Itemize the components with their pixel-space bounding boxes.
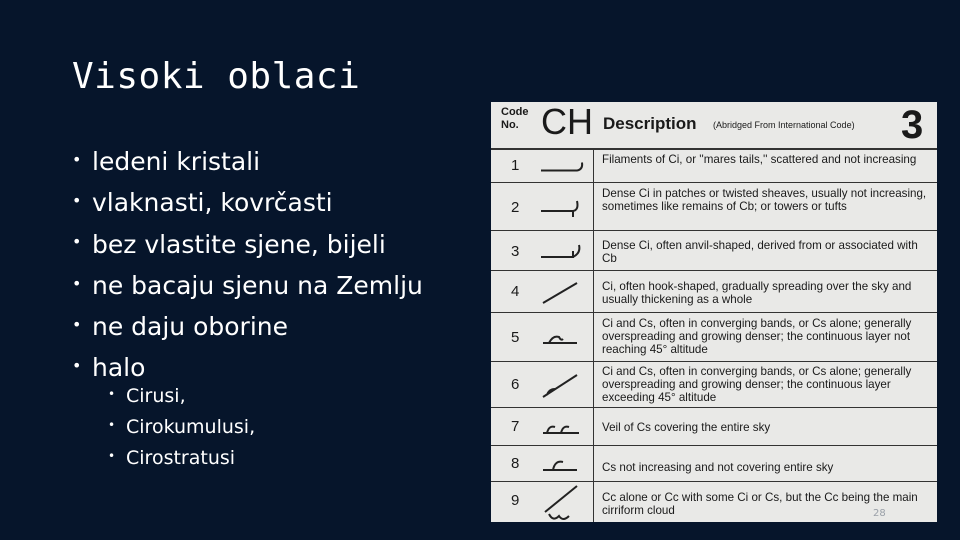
sub-bullet-list [108,381,255,474]
code-header: Code No. [501,106,529,131]
row-description: Cs not increasing and not covering entire sky [602,461,834,474]
bullet-text: ledeni kristali [92,147,261,176]
cs-not-increasing-symbol-icon [537,446,587,486]
table-row [491,231,937,271]
description-header: Description [603,114,697,133]
row-code: 8 [511,455,520,472]
row-description: Veil of Cs covering the entire sky [602,421,771,434]
cc-alone-symbol-icon [537,482,587,522]
filaments-symbol-icon [537,148,587,188]
sub-bullet-item [108,412,255,443]
bullet-marker: • [72,149,82,169]
veil-cs-symbol-icon [537,408,587,448]
anvil-ci-symbol-icon [537,233,587,273]
row-code: 1 [511,157,520,174]
abridged-note: (Abridged From International Code) [713,120,855,130]
dense-ci-symbol-icon [537,187,587,227]
bullet-item [72,266,492,307]
table-row [491,183,937,231]
row-description: Dense Ci in patches or twisted sheaves, usually not increasing, sometimes like remains of Cb; or towers or tufts [602,187,927,213]
row-code: 6 [511,376,520,393]
row-code: 5 [511,329,520,346]
sub-bullet-item [108,381,255,412]
page-number: 28 [873,508,886,519]
bullet-text: ne daju oborine [92,312,289,341]
bullet-text: ne bacaju sjenu na Zemlju [92,270,423,300]
table-row [491,362,937,408]
table-number: 3 [901,103,924,147]
table-row [491,482,937,522]
bullet-marker: • [72,356,82,375]
bullet-marker: • [108,387,116,401]
row-description: Dense Ci, often anvil-shaped, derived from or associated with Cb [602,239,918,265]
table-header [491,102,937,150]
bullet-marker: • [108,449,116,463]
bullet-marker: • [72,273,82,293]
row-code: 9 [511,492,520,509]
row-description: Ci and Cs, often in converging bands, or Cs alone; generally overspreading and growing denser; the continuous layer not reaching 45° altitude [602,317,912,356]
bullet-item [72,225,492,266]
bullet-marker: • [72,191,82,210]
bullet-text: vlaknasti, kovrčasti [92,188,333,218]
table-row [491,148,937,183]
bullet-text: bez vlastite sjene, bijeli [92,229,386,259]
bullet-item [72,142,492,183]
ch-header: CH [541,101,593,142]
table-row [491,271,937,313]
table-row [491,408,937,446]
row-code: 4 [511,283,520,300]
sub-bullet-item [108,443,255,474]
bullet-marker: • [72,314,82,334]
row-code: 3 [511,243,520,260]
slide-title: Visoki oblaci [72,56,361,97]
bullet-item [72,183,492,224]
sub-bullet-text: Cirostratusi [126,447,236,469]
row-code: 7 [511,418,520,435]
bullet-list [72,142,492,390]
sub-bullet-text: Cirusi, [126,385,186,407]
row-description: Ci and Cs, often in converging bands, or Cs alone; generally overspreading and growing denser; the continuous layer exceeding 45° altitude [602,365,912,404]
sub-bullet-text: Cirokumulusi, [126,416,256,438]
row-code: 2 [511,199,520,216]
table-row [491,313,937,362]
ci-cs-high-symbol-icon [537,365,587,405]
ci-cs-low-symbol-icon [537,317,587,357]
bullet-marker: • [72,232,82,252]
bullet-item [72,307,492,348]
bullet-text: halo [92,353,146,383]
hook-ci-symbol-icon [537,273,587,313]
row-description: Cc alone or Cc with some Ci or Cs, but the Cc being the main cirriform cloud [602,491,918,517]
row-description: Filaments of Ci, or ''mares tails,'' scattered and not increasing [602,153,917,166]
bullet-marker: • [108,418,116,432]
row-description: Ci, often hook-shaped, gradually spreading over the sky and usually thickening as a whole [602,280,912,306]
cloud-code-table-image [491,102,937,522]
table-row [491,446,937,482]
